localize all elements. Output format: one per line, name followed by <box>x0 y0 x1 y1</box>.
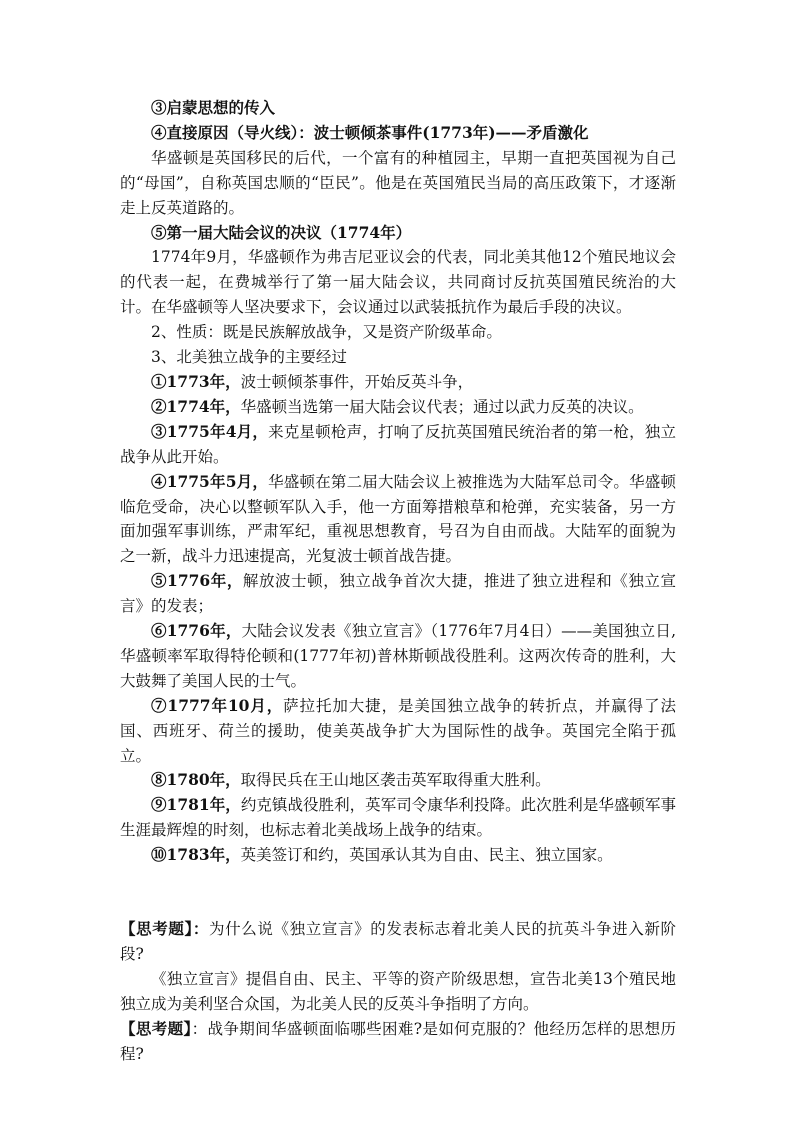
answer-1: 《独立宣言》提倡自由、民主、平等的资产阶级思想，宣告北美13个殖民地独立成为美利坚合众国，为北美人民的反英斗争指明了方向。 <box>120 969 676 1013</box>
event-text: 华盛顿当选第一届大陆会议代表；通过以武力反英的决议。 <box>240 397 644 416</box>
event-label: ⑧1780年， <box>151 770 241 790</box>
question-1 <box>120 917 676 967</box>
question-text: ：战争期间华盛顿面临哪些困难?是如何克服的？他经历怎样的思想历程? <box>120 1019 676 1063</box>
heading-first-congress: ⑤第一届大陆会议的决议（1774年） <box>151 222 412 242</box>
event-item <box>120 395 676 420</box>
event-item <box>120 768 676 793</box>
event-item <box>120 843 676 868</box>
event-text: 大陆会议发表《独立宣言》（1776年7月4日）——美国独立日,华盛顿率军取得特伦顿和(1777年初)普林斯顿战役胜利。这两次传奇的胜利，大大鼓舞了美国人民的士气。 <box>120 622 676 690</box>
event-item <box>120 569 676 619</box>
question-2 <box>120 1017 676 1067</box>
event-label: ⑤1776年， <box>151 571 243 591</box>
event-text: 来克星顿枪声，打响了反抗英国殖民统治者的第一枪，独立战争从此开始。 <box>120 422 676 466</box>
heading-enlightenment: ③启蒙思想的传入 <box>151 98 276 117</box>
event-item <box>120 420 676 470</box>
event-text: 华盛顿在第二届大陆会议上被推选为大陆军总司令。华盛顿临危受命，决心以整顿军队入手，他一方面筹措粮草和枪弹，充实装备，另一方面加强军事训练，严肃军纪，重视思想教育，号召为自由而战。大陆军的面貌为之一新，战斗力迅速提高，光复波士顿首战告捷。 <box>120 472 676 566</box>
question-text: 为什么说《独立宣言》的发表标志着北美人民的抗英斗争进入新阶段? <box>120 920 676 963</box>
event-item <box>120 694 676 769</box>
section-spacer <box>120 868 676 917</box>
event-item <box>120 370 676 395</box>
heading-direct-cause: ④直接原因（导火线）：波士顿倾茶事件(1773年)——矛盾激化 <box>151 122 589 142</box>
event-text: 解放波士顿，独立战争首次大捷，推进了独立进程和《独立宣言》的发表； <box>120 572 676 616</box>
event-label: ⑩1783年， <box>151 845 241 865</box>
event-item <box>120 793 676 843</box>
paragraph-first-congress: 1774年9月，华盛顿作为弗吉尼亚议会的代表，同北美其他12个殖民地议会的代表一起，在费城举行了第一届大陆会议，共同商讨反抗英国殖民统治的大计。在华盛顿等人坚决要求下，会议通过以武装抵抗作为最后手段的决议。 <box>120 248 676 317</box>
event-label: ④1775年5月， <box>151 471 269 491</box>
event-label: ⑦1777年10月， <box>151 695 284 715</box>
event-label: ⑥1776年， <box>151 621 242 641</box>
paragraph-washington-origin: 华盛顿是英国移民的后代，一个富有的种植园主，早期一直把英国视为自己的“母国”，自称英国忠顺的“臣民”。他是在英国殖民当局的高压政策下，才逐渐走上反英道路的。 <box>120 148 676 217</box>
event-text: 英美签订和约，英国承认其为自由、民主、独立国家。 <box>240 846 613 865</box>
event-label: ②1774年， <box>151 396 241 416</box>
heading-process: 3、北美独立战争的主要经过 <box>151 348 347 367</box>
event-label: ⑨1781年， <box>151 795 241 815</box>
event-item <box>120 470 676 570</box>
question-label: 【思考题】： <box>120 919 209 939</box>
document-page <box>120 96 676 1067</box>
event-text: 取得民兵在王山地区袭击英军取得重大胜利。 <box>240 771 551 790</box>
event-text: 萨拉托加大捷，是美国独立战争的转折点，并赢得了法国、西班牙、荷兰的援助，使美英战争扩大为国际性的战争。英国完全陷于孤立。 <box>120 696 676 765</box>
event-item <box>120 619 676 694</box>
event-text: 波士顿倾茶事件，开始反英斗争， <box>240 372 474 391</box>
event-text: 约克镇战役胜利，英军司令康华利投降。此次胜利是华盛顿军事生涯最辉煌的时刻，也标志着北美战场上战争的结束。 <box>120 796 677 840</box>
event-label: ③1775年4月， <box>151 421 269 441</box>
question-label: 【思考题】 <box>120 1018 192 1038</box>
paragraph-nature: 2、性质：既是民族解放战争，又是资产阶级革命。 <box>151 323 502 342</box>
event-label: ①1773年， <box>151 371 241 391</box>
